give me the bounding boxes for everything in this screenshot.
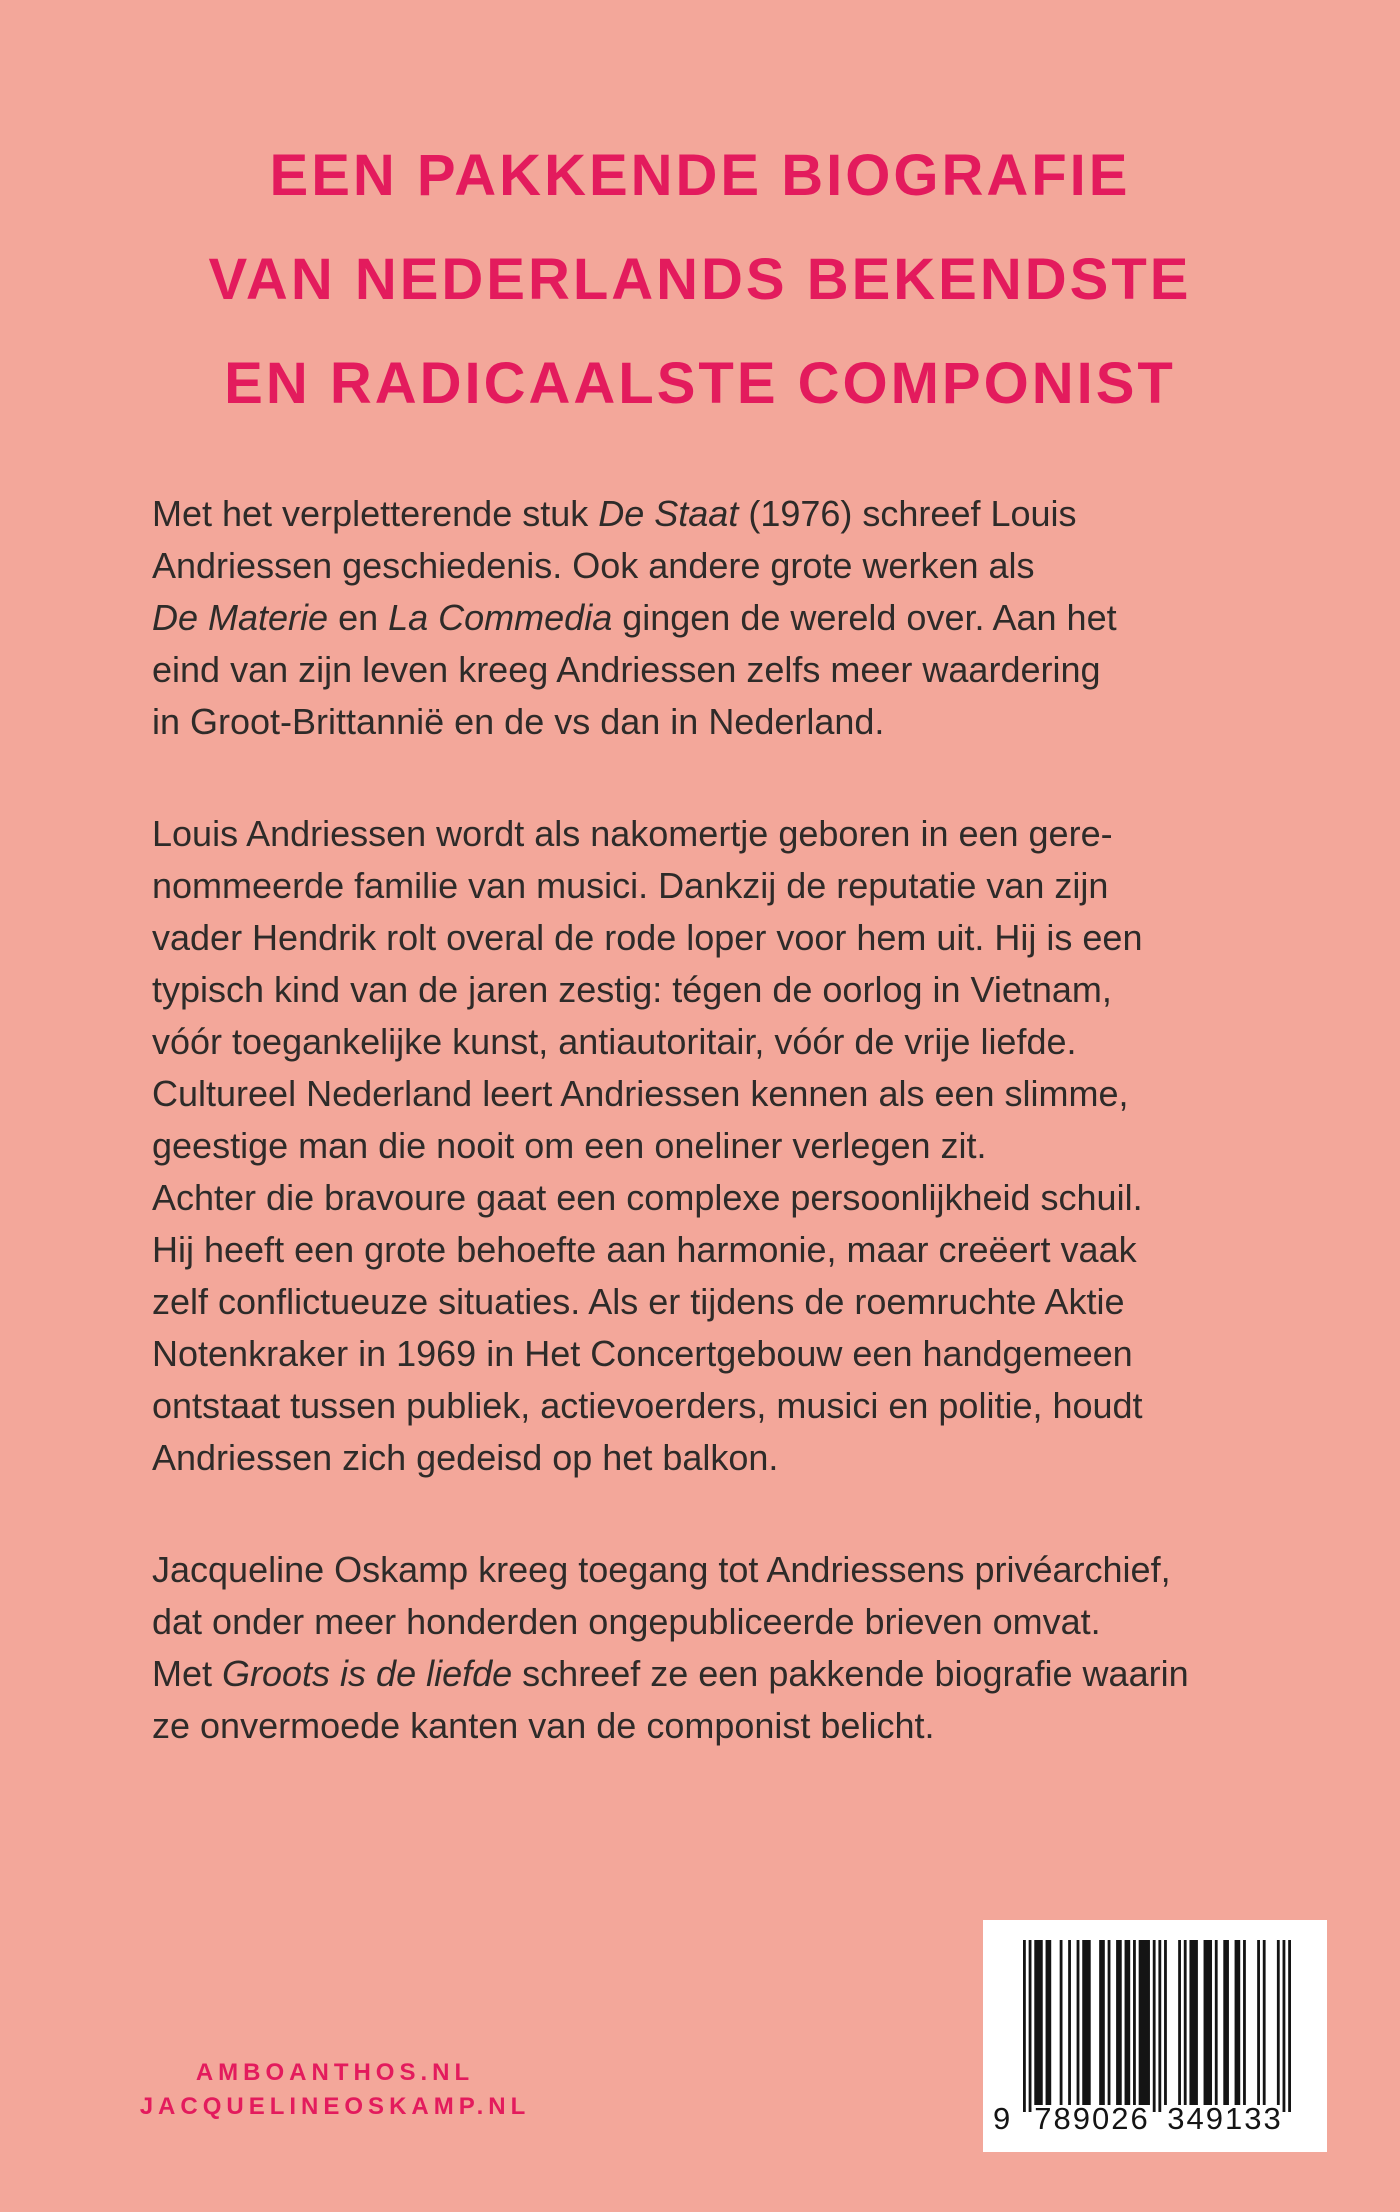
barcode-digits-left: 789026 — [1034, 2101, 1150, 2136]
body-line: ontstaat tussen publiek, actievoerders, musici en politie, houdt — [152, 1385, 1143, 1426]
website-line: AMBOANTHOS.NL — [195, 2059, 475, 2086]
headline-line: EN RADICAALSTE COMPONIST — [224, 351, 1176, 416]
body-line: Notenkraker in 1969 in Het Concertgebouw een handgemeen — [152, 1333, 1133, 1374]
body-line: zelf conflictueuze situaties. Als er tijdens de roemruchte Aktie — [152, 1281, 1125, 1322]
body-line: Louis Andriessen wordt als nakomertje geboren in een gere- — [152, 813, 1113, 854]
body-line: De Materie en La Commedia gingen de wereld over. Aan het — [152, 597, 1117, 638]
body-line: Hij heeft een grote behoefte aan harmonie, maar creëert vaak — [152, 1229, 1137, 1270]
paragraph — [152, 808, 1362, 1484]
body-line: vóór toegankelijke kunst, antiautoritair, vóór de vrije liefde. — [152, 1021, 1077, 1062]
body-line: eind van zijn leven kreeg Andriessen zelfs meer waardering — [152, 649, 1101, 690]
body-line: nommeerde familie van musici. Dankzij de reputatie van zijn — [152, 865, 1109, 906]
barcode-bars — [1023, 1940, 1291, 2112]
body-line: Achter die bravoure gaat een complexe persoonlijkheid schuil. — [152, 1177, 1143, 1218]
barcode-digit-prefix: 9 — [993, 2101, 1011, 2136]
body-line: typisch kind van de jaren zestig: tégen de oorlog in Vietnam, — [152, 969, 1112, 1010]
body-line: Met het verpletterende stuk De Staat (1976) schreef Louis — [152, 493, 1077, 534]
body-line: geestige man die nooit om een oneliner verlegen zit. — [152, 1125, 987, 1166]
body-text — [152, 488, 1362, 1812]
body-line: ze onvermoede kanten van de componist belicht. — [152, 1705, 935, 1746]
headline-line: VAN NEDERLANDS BEKENDSTE — [208, 247, 1192, 312]
paragraph — [152, 1544, 1362, 1752]
body-line: in Groot-Brittannië en de vs dan in Nederland. — [152, 701, 885, 742]
website-links — [130, 2056, 540, 2124]
body-line: Jacqueline Oskamp kreeg toegang tot Andriessens privéarchief, — [152, 1549, 1171, 1590]
body-line: Met Groots is de liefde schreef ze een pakkende biografie waarin — [152, 1653, 1189, 1694]
body-line: vader Hendrik rolt overal de rode loper voor hem uit. Hij is een — [152, 917, 1143, 958]
paragraph — [152, 488, 1362, 748]
headline — [0, 124, 1400, 436]
headline-line: EEN PAKKENDE BIOGRAFIE — [269, 143, 1131, 208]
website-line: JACQUELINEOSKAMP.NL — [139, 2093, 531, 2120]
body-line: Andriessen geschiedenis. Ook andere grote werken als — [152, 545, 1035, 586]
body-line: dat onder meer honderden ongepubliceerde brieven omvat. — [152, 1601, 1101, 1642]
barcode — [983, 1920, 1327, 2152]
barcode-digits-right: 349133 — [1167, 2101, 1283, 2136]
body-line: Cultureel Nederland leert Andriessen kennen als een slimme, — [152, 1073, 1129, 1114]
body-line: Andriessen zich gedeisd op het balkon. — [152, 1437, 779, 1478]
